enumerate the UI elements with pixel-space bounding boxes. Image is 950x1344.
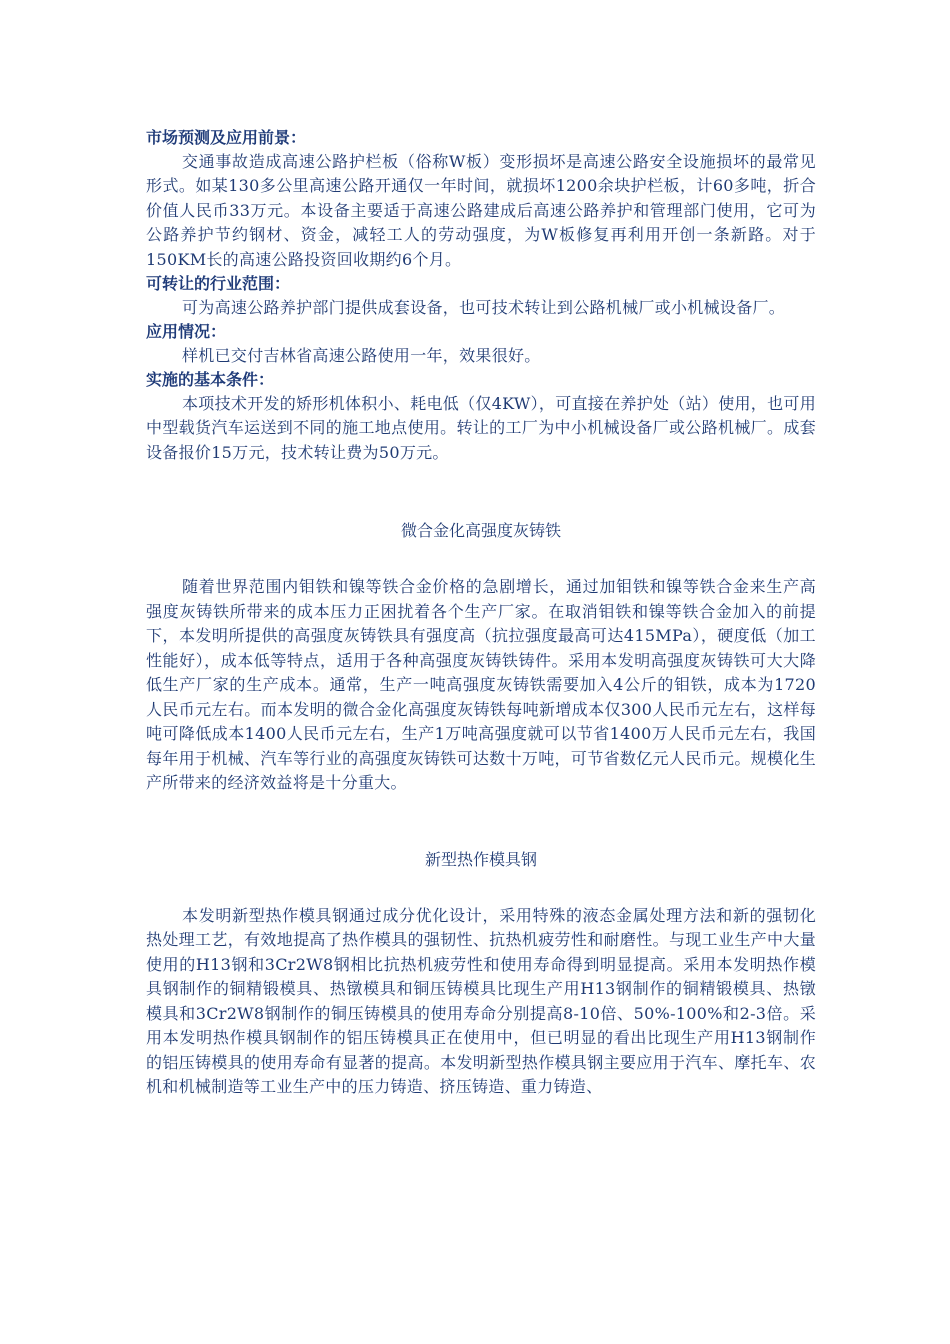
- spacer: [146, 872, 816, 904]
- article-title-die-steel: 新型热作模具钢: [424, 849, 537, 869]
- section-body-application: 样机已交付吉林省高速公路使用一年，效果很好。: [182, 345, 541, 365]
- spacer: [146, 465, 816, 519]
- document-page: [146, 126, 816, 1100]
- section-heading-conditions: 实施的基本条件：: [146, 370, 275, 389]
- section-body-transfer: 可为高速公路养护部门提供成套设备，也可技术转让到公路机械厂或小机械设备厂。: [182, 297, 786, 317]
- article-title-cast-iron: 微合金化高强度灰铸铁: [400, 521, 561, 540]
- section-heading-transfer: 可转让的行业范围：: [146, 274, 291, 293]
- article-body-die-steel: 本发明新型热作模具钢通过成分优化设计，采用特殊的液态金属处理方法和新的强韧化热处理工艺，有效地提高了热作模具的强韧性、抗热机疲劳性和耐磨性。与现工业生产中大量使用的H13钢和3Cr2W8钢相比抗热机疲劳性和使用寿命得到明显提高。采用本发明热作模具钢制作的铜精锻模具、热镦模具和铜压铸模具比现生产用H13钢制作的铜精锻模具、热镦模具和3Cr2W8钢制作的铜压铸模具的使用寿命分别提高8-10倍、50%-100%和2-3倍。采用本发明热作模具钢制作的铝压铸模具正在使用中，但已明显的看出比现生产用H13钢制作的铝压铸模具的使用寿命有显著的提高。本发明新型热作模具钢主要应用于汽车、摩托车、农机和机械制造等工业生产中的压力铸造、挤压铸造、重力铸造、: [146, 905, 816, 1096]
- article-body-cast-iron: 随着世界范围内钼铁和镍等铁合金价格的急剧增长，通过加钼铁和镍等铁合金来生产高强度灰铸铁所带来的成本压力正困扰着各个生产厂家。在取消钼铁和镍等铁合金加入的前提下，本发明所提供的高强度灰铸铁具有强度高（抗拉强度最高可达415MPa），硬度低（加工性能好），成本低等特点，适用于各种高强度灰铸铁铸件。采用本发明高强度灰铸铁可大大降低生产厂家的生产成本。通常，生产一吨高强度灰铸铁需要加入4公斤的钼铁，成本为1720人民币元左右。而本发明的微合金化高强度灰铸铁每吨新增成本仅300人民币元左右，这样每吨可降低成本1400人民币元左右，生产1万吨高强度就可以节省1400万人民币元左右，我国每年用于机械、汽车等行业的高强度灰铸铁可达数十万吨，可节省数亿元人民币元。规模化生产所带来的经济效益将是十分重大。: [146, 577, 816, 792]
- spacer: [146, 796, 816, 848]
- section-heading-application: 应用情况：: [146, 322, 227, 341]
- section-heading-market: 市场预测及应用前景：: [146, 128, 307, 147]
- section-body-conditions: 本项技术开发的矫形机体积小、耗电低（仅4KW），可直接在养护处（站）使用，也可用中型载货汽车运送到不同的施工地点使用。转让的工厂为中小机械设备厂或公路机械厂。成套设备报价15万元，技术转让费为50万元。: [146, 393, 817, 462]
- spacer: [146, 543, 816, 575]
- section-body-market: 交通事故造成高速公路护栏板（俗称W板）变形损坏是高速公路安全设施损坏的最常见形式。如某130多公里高速公路开通仅一年时间，就损坏1200余块护栏板，计60多吨，折合价值人民币33万元。本设备主要适于高速公路建成后高速公路养护和管理部门使用，它可为公路养护节约钢材、资金，减轻工人的劳动强度，为W板修复再利用开创一条新路。对于150KM长的高速公路投资回收期约6个月。: [146, 151, 816, 269]
